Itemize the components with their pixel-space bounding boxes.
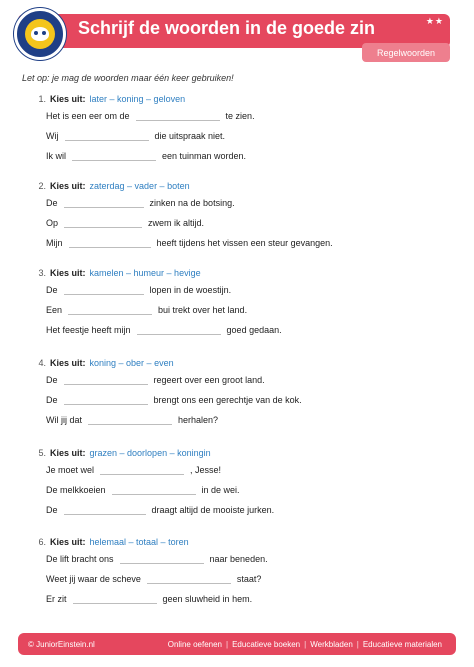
sentence-end: bui trekt over het land. [158, 305, 248, 315]
exercise-1 [22, 92, 442, 166]
sentence-start: De [46, 395, 58, 405]
sentence-start: De [46, 375, 58, 385]
sentence-line [46, 589, 442, 609]
sentence-start: Weet jij waar de scheve [46, 574, 141, 584]
answer-blank[interactable] [100, 465, 184, 475]
exercise-number: 2. [38, 181, 46, 191]
sentence-line [46, 569, 442, 589]
exercise-number: 5. [38, 448, 46, 458]
sentence-start: Een [46, 305, 63, 315]
footer-links [164, 640, 446, 649]
exercise-3 [22, 266, 442, 340]
sentence-start: Op [46, 218, 59, 228]
sentence-line [46, 280, 442, 300]
footer-link[interactable]: Werkbladen [310, 639, 353, 649]
sentence-line [46, 549, 442, 569]
sentence-start: De lift bracht ons [46, 554, 114, 564]
sentence-start: Wij [46, 131, 59, 141]
sentence-start: De [46, 285, 58, 295]
sentence-start: Het is een eer om de [46, 111, 130, 121]
sentence-start: Ik wil [46, 151, 66, 161]
footer-separator: | [226, 639, 229, 649]
kies-uit-label: Kies uit: [50, 537, 86, 547]
exercise-header [22, 446, 442, 460]
sentence-end: , Jesse! [190, 465, 222, 475]
footer-separator: | [304, 639, 307, 649]
sentence-line [46, 126, 442, 146]
sentence-line [46, 370, 442, 390]
answer-blank[interactable] [64, 505, 146, 515]
exercise-4 [22, 356, 442, 430]
sentence-start: Je moet wel [46, 465, 95, 475]
category-badge: Regelwoorden [362, 43, 450, 62]
sentence-end: geen sluwheid in hem. [162, 594, 253, 604]
exercise-number: 3. [38, 268, 46, 278]
sentence-line [46, 480, 442, 500]
kies-uit-label: Kies uit: [50, 268, 86, 278]
answer-blank[interactable] [68, 305, 152, 315]
difficulty-stars-icon: ★★ [425, 16, 444, 26]
footer-separator: | [356, 639, 359, 649]
answer-blank[interactable] [73, 594, 157, 604]
exercise-6 [22, 535, 442, 609]
sentence-start: De [46, 505, 58, 515]
sentence-line [46, 300, 442, 320]
sentence-line [46, 106, 442, 126]
kies-uit-label: Kies uit: [50, 94, 86, 104]
sentence-line [46, 146, 442, 166]
sentence-line [46, 390, 442, 410]
junior-einstein-logo [14, 8, 66, 60]
footer-link[interactable]: Educatieve boeken [232, 639, 301, 649]
footer-link[interactable]: Online oefenen [167, 639, 222, 649]
answer-blank[interactable] [120, 554, 204, 564]
answer-blank[interactable] [64, 218, 142, 228]
sentence-start: De melkkoeien [46, 485, 106, 495]
sentence-end: staat? [236, 574, 262, 584]
word-choices: koning – ober – even [89, 358, 174, 368]
sentence-end: in de wei. [201, 485, 240, 495]
answer-blank[interactable] [64, 285, 144, 295]
sentence-end: een tuinman worden. [162, 151, 247, 161]
exercise-number: 1. [38, 94, 46, 104]
exercise-5 [22, 446, 442, 520]
word-choices: kamelen – humeur – hevige [89, 268, 201, 278]
word-choices: later – koning – geloven [89, 94, 186, 104]
word-choices: helemaal – totaal – toren [89, 537, 189, 547]
sentence-start: De [46, 198, 58, 208]
sentence-end: lopen in de woestijn. [149, 285, 232, 295]
sentence-end: brengt ons een gerechtje van de kok. [153, 395, 302, 405]
sentence-end: zwem ik altijd. [148, 218, 205, 228]
sentence-start: Het feestje heeft mijn [46, 325, 131, 335]
sentence-end: regeert over een groot land. [153, 375, 265, 385]
sentence-start: Mijn [46, 238, 63, 248]
sentence-start: Wil jij dat [46, 415, 83, 425]
footer-site[interactable]: © JuniorEinstein.nl [28, 639, 95, 649]
sentence-end: zinken na de botsing. [149, 198, 235, 208]
sentence-end: heeft tijdens het vissen een steur gevangen. [156, 238, 333, 248]
instruction-note: Let op: je mag de woorden maar één keer gebruiken! [22, 73, 234, 83]
exercise-2 [22, 179, 442, 253]
exercise-header [22, 266, 442, 280]
sentence-start: Er zit [46, 594, 67, 604]
sentence-end: herhalen? [178, 415, 219, 425]
exercise-header [22, 535, 442, 549]
exercise-header [22, 92, 442, 106]
answer-blank[interactable] [64, 375, 148, 385]
answer-blank[interactable] [64, 198, 144, 208]
word-choices: zaterdag – vader – boten [89, 181, 190, 191]
sentence-end: te zien. [225, 111, 255, 121]
exercise-header [22, 356, 442, 370]
exercise-number: 6. [38, 537, 46, 547]
sentence-end: naar beneden. [209, 554, 268, 564]
footer-bar [18, 633, 456, 655]
exercise-header [22, 179, 442, 193]
sentence-end: die uitspraak niet. [154, 131, 226, 141]
answer-blank[interactable] [64, 395, 148, 405]
page-title: Schrijf de woorden in de goede zin [78, 18, 376, 38]
kies-uit-label: Kies uit: [50, 181, 86, 191]
answer-blank[interactable] [69, 238, 151, 248]
sentence-line [46, 320, 442, 340]
kies-uit-label: Kies uit: [50, 358, 86, 368]
answer-blank[interactable] [72, 151, 156, 161]
sentence-line [46, 193, 442, 213]
sentence-end: draagt altijd de mooiste jurken. [151, 505, 275, 515]
answer-blank[interactable] [136, 111, 220, 121]
answer-blank[interactable] [147, 574, 231, 584]
answer-blank[interactable] [88, 415, 172, 425]
sentence-line [46, 233, 442, 253]
word-choices: grazen – doorlopen – koningin [89, 448, 211, 458]
kies-uit-label: Kies uit: [50, 448, 86, 458]
sentence-end: goed gedaan. [226, 325, 282, 335]
answer-blank[interactable] [112, 485, 196, 495]
sentence-line [46, 460, 442, 480]
answer-blank[interactable] [65, 131, 149, 141]
answer-blank[interactable] [137, 325, 221, 335]
sentence-line [46, 500, 442, 520]
footer-link[interactable]: Educatieve materialen [362, 639, 442, 649]
exercise-number: 4. [38, 358, 46, 368]
sentence-line [46, 410, 442, 430]
sentence-line [46, 213, 442, 233]
